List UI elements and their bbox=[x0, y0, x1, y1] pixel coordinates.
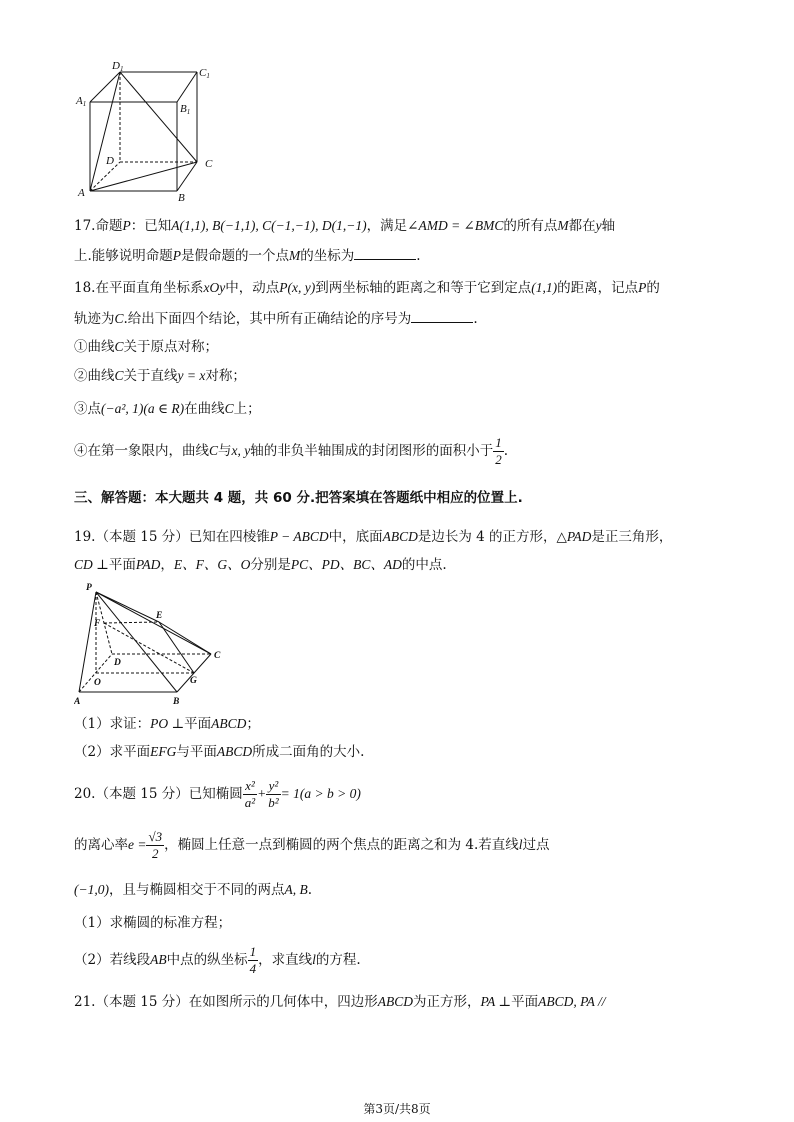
q18-option1: ①曲线C关于原点对称； bbox=[74, 339, 219, 355]
q20-sub2: （2）若线段AB中点的纵坐标 $\frac{1}{4}$ ，求直线l的方程. bbox=[74, 944, 361, 976]
section3-heading: 三、解答题：本大题共 4 题，共 60 分.把答案填在答题纸中相应的位置上. bbox=[74, 490, 523, 506]
q18-line2: 轨迹为C.给出下面四个结论，其中所有正确结论的序号为 . bbox=[74, 308, 764, 329]
page-footer: 第3页/共8页 bbox=[363, 1102, 431, 1116]
q20-line3: (−1,0)，且与椭圆相交于不同的两点A, B. bbox=[74, 882, 313, 898]
q20-fraction-sqrt3: $\frac{√3}{2}$ bbox=[148, 829, 163, 861]
q18-option2: ②曲线C关于直线y = x对称； bbox=[74, 368, 246, 384]
q18-line1: 18.在平面直角坐标系xOy中，动点P(x, y)到两坐标轴的距离之和等于它到定点(1,1)的距离，记点P的 bbox=[74, 280, 660, 296]
cube-label-a: A bbox=[78, 187, 85, 199]
pyr-label-f: F bbox=[94, 619, 101, 629]
cube-label-c: C bbox=[205, 158, 213, 170]
q19-sub2: （2）求平面EFG与平面ABCD所成二面角的大小. bbox=[74, 744, 365, 760]
q17-line1: 17.命题P：已知A(1,1), B(−1,1), C(−1,−1), D(1,−1)，满足∠AMD = ∠BMC的所有点M都在y轴 bbox=[74, 218, 616, 234]
q19-line1: 19.（本题 15 分）已知在四棱锥P − ABCD中，底面ABCD是边长为 4 的正方形，△PAD是正三角形， bbox=[74, 529, 673, 545]
cube-label-a1: A1 bbox=[76, 95, 87, 108]
pyr-label-p: P bbox=[86, 583, 92, 593]
q17-line2: 上.能够说明命题P是假命题的一个点M的坐标为 . bbox=[74, 245, 764, 266]
cube-label-d1: D1 bbox=[112, 60, 124, 73]
pyr-label-d: D bbox=[114, 658, 121, 668]
q21-line1: 21.（本题 15 分）在如图所示的几何体中，四边形ABCD为正方形，PA ⊥平面ABCD, PA // bbox=[74, 994, 606, 1010]
q19-line2: CD ⊥平面PAD，E、F、G、O分别是PC、PD、BC、AD的中点. bbox=[74, 557, 447, 573]
pyr-label-o: O bbox=[94, 678, 101, 688]
pyr-label-g: G bbox=[190, 676, 197, 686]
pyr-label-c: C bbox=[214, 651, 221, 661]
q18-option4: ④在第一象限内，曲线C与x, y轴的非负半轴围成的封闭图形的面积小于 $\frac{1}{2}$ . bbox=[74, 435, 509, 467]
q20-line1: 20.（本题 15 分）已知椭圆 $\frac{\text{x²}}{\text{a²}}$ + $\frac{\text{y²}}{\text{b²}}$ = 1(a > b > 0) bbox=[74, 778, 361, 810]
q18-fraction-half: $\frac{1}{2}$ bbox=[495, 435, 502, 467]
cube-figure bbox=[72, 58, 232, 203]
q19-sub1: （1）求证：PO ⊥平面ABCD； bbox=[74, 716, 260, 732]
q18-option3: ③点(−a², 1)(a ∈ R)在曲线C上； bbox=[74, 401, 261, 417]
q20-fraction-x: $\frac{\text{x²}}{\text{a²}}$ bbox=[244, 778, 256, 810]
pyr-label-e: E bbox=[156, 611, 163, 621]
cube-label-b: B bbox=[178, 192, 185, 203]
q20-sub1: （1）求椭圆的标准方程； bbox=[74, 915, 232, 931]
q20-fraction-quarter: $\frac{1}{4}$ bbox=[249, 944, 257, 976]
q17-answer-blank[interactable] bbox=[354, 245, 416, 260]
q20-fraction-y: $\frac{\text{y²}}{\text{b²}}$ bbox=[268, 778, 279, 810]
pyr-label-b: B bbox=[173, 697, 180, 707]
cube-label-c1: C1 bbox=[199, 67, 210, 80]
q20-line2: 的离心率e = $\frac{√3}{2}$ ，椭圆上任意一点到椭圆的两个焦点的距离之和为 4.若直线l过点 bbox=[74, 829, 550, 861]
cube-label-b1: B1 bbox=[180, 103, 191, 116]
q18-answer-blank[interactable] bbox=[411, 308, 473, 323]
pyramid-figure bbox=[74, 582, 234, 707]
pyr-label-a: A bbox=[74, 697, 81, 707]
cube-label-d: D bbox=[106, 155, 114, 167]
